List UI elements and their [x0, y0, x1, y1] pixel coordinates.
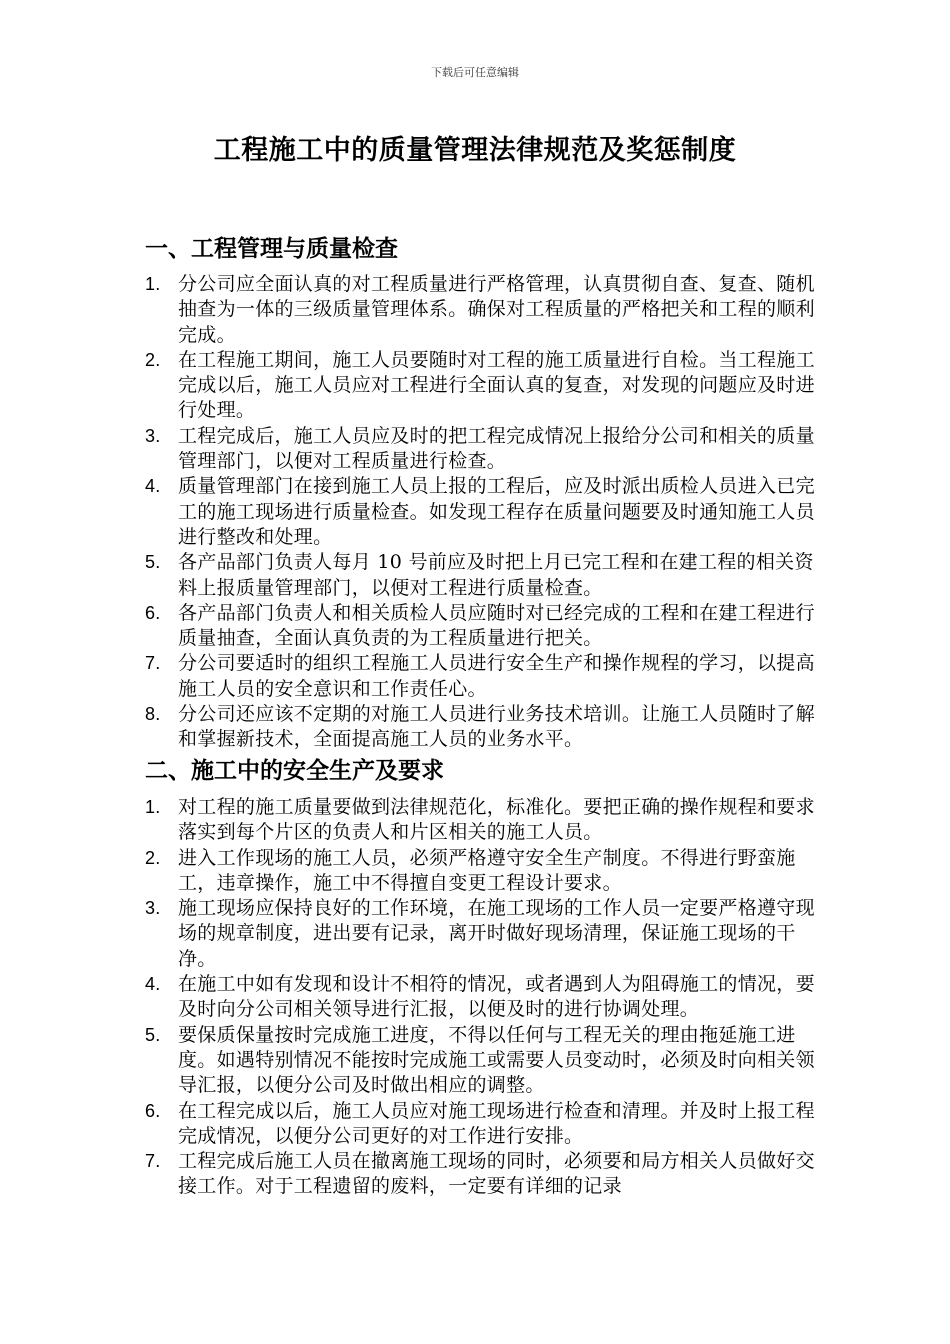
list-item: [145, 1149, 825, 1200]
item-text: 工程完成后施工人员在撤离施工现场的同时，必须要和局方相关人员做好交接工作。对于工程遗留的废料，一定要有详细的记录: [178, 1150, 815, 1198]
item-number: 5.: [145, 552, 161, 573]
section-2-list: [145, 795, 825, 1200]
list-item: [145, 474, 825, 550]
item-text: 要保质保量按时完成施工进度，不得以任何与工程无关的理由拖延施工进度。如遇特别情况不能按时完成施工或需要人员变动时，必须及时向相关领导汇报，以便分公司及时做出相应的调整。: [178, 1023, 815, 1097]
list-item: [145, 651, 825, 702]
item-number: 4.: [145, 974, 161, 995]
list-item: [145, 846, 825, 897]
item-number: 4.: [145, 476, 161, 497]
item-text: 在施工中如有发现和设计不相符的情况，或者遇到人为阻碍施工的情况，要及时向分公司相关领导进行汇报，以便及时的进行协调处理。: [178, 973, 815, 1021]
item-text: 在工程施工期间，施工人员要随时对工程的施工质量进行自检。当工程施工完成以后，施工人员应对工程进行全面认真的复查，对发现的问题应及时进行处理。: [178, 348, 815, 422]
item-number: 2.: [145, 349, 161, 370]
item-number: 1.: [145, 797, 161, 817]
item-number: 6.: [145, 602, 161, 623]
list-item: [145, 550, 825, 601]
item-text: 工程完成后，施工人员应及时的把工程完成情况上报给分公司和相关的质量管理部门，以便对工程质量进行检查。: [178, 424, 815, 473]
item-text: 施工现场应保持良好的工作环境，在施工现场的工作人员一定要严格遵守现场的规章制度，进出要有记录，离开时做好现场清理，保证施工现场的干净。: [178, 897, 815, 970]
item-number: 7.: [145, 653, 161, 674]
list-item: [145, 348, 825, 424]
list-item: [145, 896, 825, 972]
item-text: 分公司应全面认真的对工程质量进行严格管理，认真贯彻自查、复查、随机抽查为一体的三级质量管理体系。确保对工程质量的严格把关和工程的顺利完成。: [178, 273, 815, 346]
list-item: [145, 795, 825, 846]
list-item: [145, 424, 825, 475]
header-note: 下载后可任意编辑: [431, 66, 519, 79]
list-item: [145, 1099, 825, 1150]
item-text: 各产品部门负责人和相关质检人员应随时对已经完成的工程和在建工程进行质量抽查，全面认真负责的为工程质量进行把关。: [178, 601, 815, 650]
item-text: 分公司还应该不定期的对施工人员进行业务技术培训。让施工人员随时了解和掌握新技术，全面提高施工人员的业务水平。: [178, 703, 815, 751]
list-item: [145, 972, 825, 1023]
item-number: 8.: [145, 704, 161, 725]
item-number: 3.: [145, 898, 161, 919]
document-title: 工程施工中的质量管理法律规范及奖惩制度: [213, 135, 737, 166]
list-item: [145, 272, 825, 348]
item-number: 7.: [145, 1151, 161, 1172]
item-text: 质量管理部门在接到施工人员上报的工程后，应及时派出质检人员进入已完工的施工现场进行质量检查。如发现工程存在质量问题要及时通知施工人员进行整改和处理。: [178, 475, 815, 548]
section-heading-quality-inspection: 一、工程管理与质量检查: [145, 235, 398, 262]
section-heading-safety-production: 二、施工中的安全生产及要求: [145, 757, 444, 784]
item-text: 在工程完成以后，施工人员应对施工现场进行检查和清理。并及时上报工程完成情况，以便分公司更好的对工作进行安排。: [178, 1099, 815, 1147]
item-number: 1.: [145, 274, 161, 294]
section-1-list: [145, 272, 825, 753]
item-number: 2.: [145, 847, 161, 868]
item-number: 6.: [145, 1100, 161, 1121]
item-number: 5.: [145, 1024, 161, 1045]
item-text: 对工程的施工质量要做到法律规范化，标准化。要把正确的操作规程和要求落实到每个片区的负责人和片区相关的施工人员。: [178, 796, 815, 844]
item-text: 分公司要适时的组织工程施工人员进行安全生产和操作规程的学习，以提高施工人员的安全意识和工作责任心。: [178, 652, 815, 700]
item-text: 进入工作现场的施工人员，必须严格遵守安全生产制度。不得进行野蛮施工，违章操作，施工中不得擅自变更工程设计要求。: [178, 846, 796, 894]
list-item: [145, 702, 825, 753]
item-text: 各产品部门负责人每月 10 号前应及时把上月已完工程和在建工程的相关资料上报质量管理部门，以便对工程进行质量检查。: [178, 551, 814, 599]
list-item: [145, 1023, 825, 1099]
item-number: 3.: [145, 425, 161, 446]
list-item: [145, 601, 825, 652]
